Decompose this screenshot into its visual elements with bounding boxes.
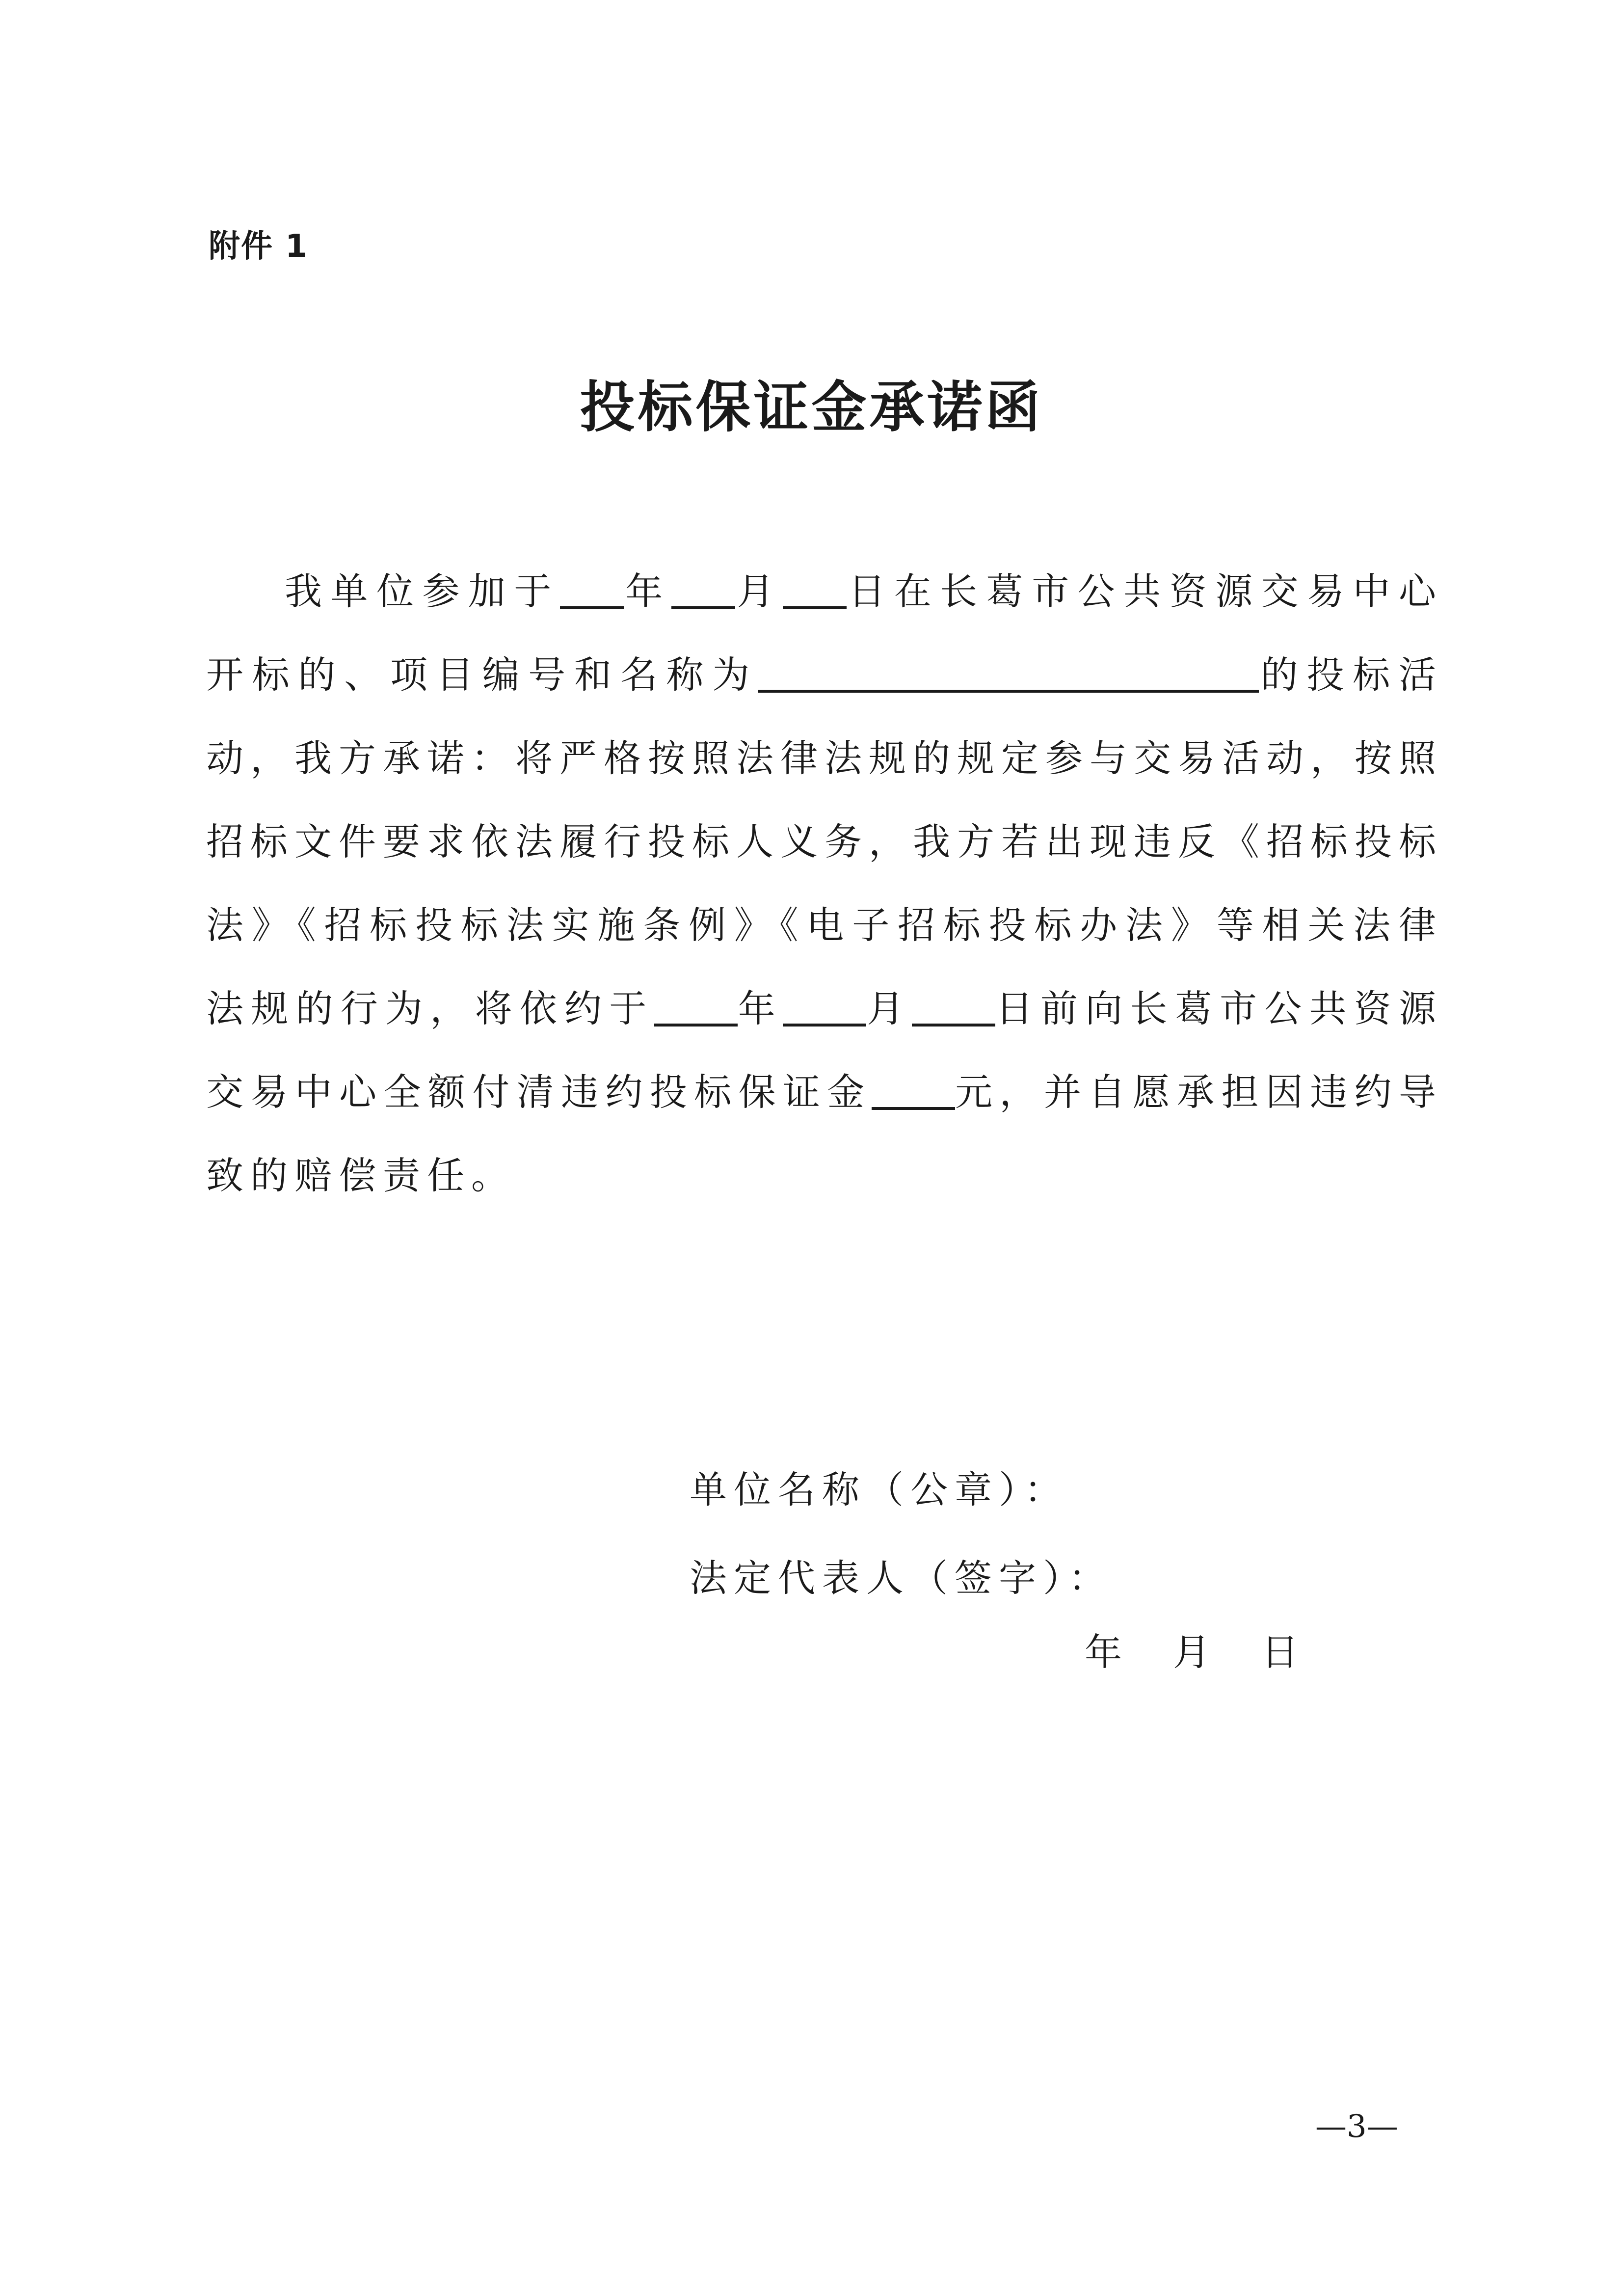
- body-text-5: 的投标活动，我方承诺：将严格按照法律法规的规定参与交易活动，按照招标文件要求依法履行投标人义务，我方若出现违反《招标投标法》《招标投标法实施条例》《电子招标投标办法》等相关法律法规的行为，将依约于: [206, 653, 1443, 1030]
- date-day-label: 日: [1261, 1630, 1305, 1674]
- body-text-8: 日前向长葛市公共资源交易中心全额付清违约投标保证金: [206, 987, 1443, 1114]
- page-number: —3—: [1315, 2108, 1398, 2145]
- body-text-2: 年: [623, 569, 671, 613]
- legal-representative-label: 法定代表人（签字）：: [690, 1556, 1113, 1600]
- blank-month-field[interactable]: [671, 572, 735, 609]
- date-year-label: 年: [1085, 1630, 1129, 1674]
- body-text-7: 月: [866, 987, 912, 1030]
- body-text-1: 我单位参加于: [285, 569, 560, 613]
- body-text-9: 元，并自愿承担因违约导致的赔偿责任。: [206, 1070, 1443, 1197]
- commitment-paragraph: [206, 550, 1443, 1217]
- blank-amount-field[interactable]: [872, 1073, 955, 1110]
- blank-deadline-year-field[interactable]: [654, 989, 738, 1026]
- document-title: 投标保证金承诺函: [580, 375, 1043, 439]
- blank-day-field[interactable]: [783, 572, 847, 609]
- signature-date: [1085, 1622, 1350, 1676]
- unit-name-label: 单位名称（公章）：: [690, 1468, 1068, 1512]
- blank-deadline-month-field[interactable]: [783, 989, 866, 1026]
- attachment-label: 附件 1: [209, 228, 308, 265]
- body-text-4: 日在长葛市公共资源交易中心开标的、项目编号和名称为: [206, 569, 1443, 697]
- commitment-body: [206, 550, 1443, 1217]
- signature-block: [690, 1446, 1113, 1622]
- date-month-label: 月: [1173, 1630, 1217, 1674]
- body-text-3: 月: [735, 569, 783, 613]
- blank-project-name-field[interactable]: [758, 655, 1259, 693]
- blank-year-field[interactable]: [560, 572, 624, 609]
- body-text-6: 年: [737, 987, 783, 1030]
- blank-deadline-day-field[interactable]: [912, 989, 995, 1026]
